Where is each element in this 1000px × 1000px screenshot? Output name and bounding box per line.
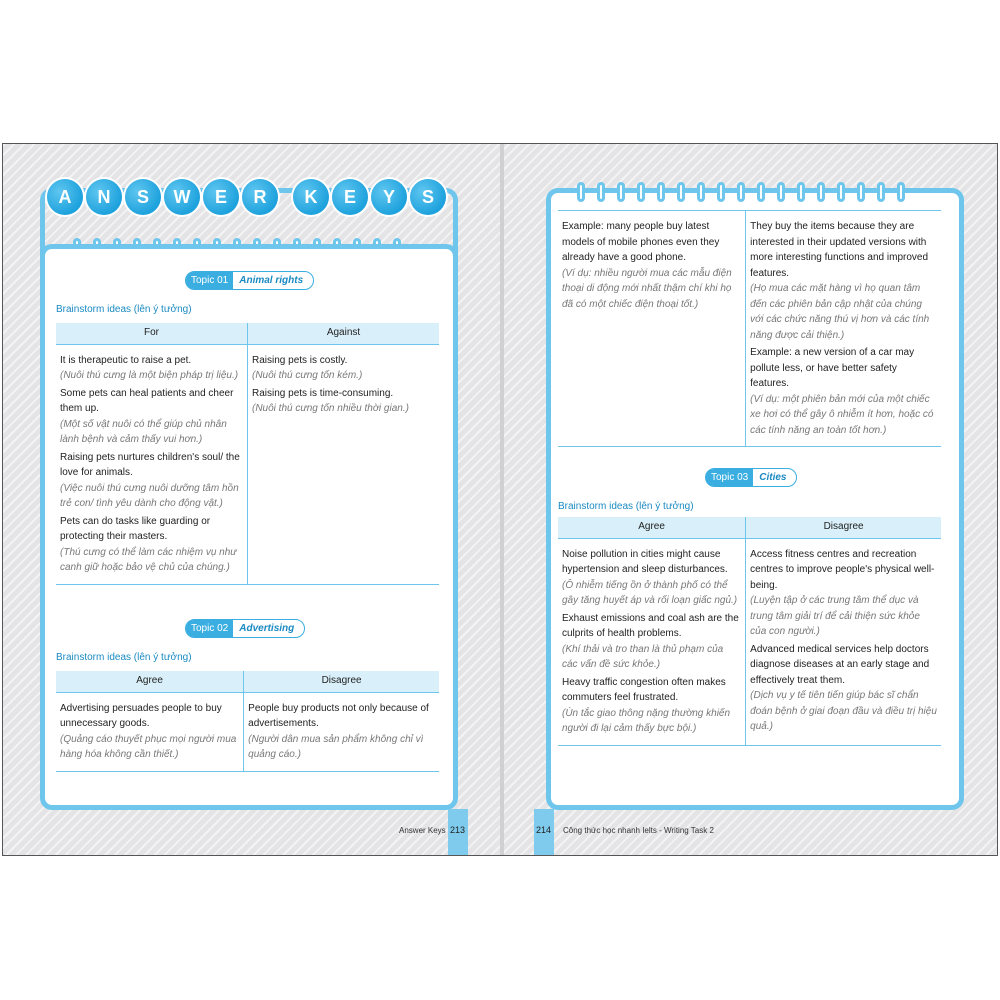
binder-ring (657, 182, 665, 202)
binder-ring (817, 182, 825, 202)
disagree-cell (244, 692, 439, 771)
binder-ring (717, 182, 725, 202)
title-letter: E (203, 179, 239, 215)
idea-en: Example: a new version of a car may pollute less, or have better safety features. (750, 347, 915, 389)
topic-01-table (56, 323, 439, 585)
idea-vi: (Ùn tắc giao thông nặng thường khiến người đi lại cảm thấy bực bội.) (562, 707, 731, 734)
idea-en: Some pets can heal patients and cheer them up. (60, 387, 234, 414)
col-header-disagree: Disagree (244, 671, 439, 692)
title-letter: S (125, 179, 161, 215)
idea-vi: (Ô nhiễm tiếng ồn ở thành phố có thể gây tăng huyết áp và rối loạn giấc ngủ.) (562, 579, 738, 606)
idea-vi: (Nuôi thú cưng tốn kém.) (252, 370, 363, 381)
topic-number: Topic 01 (186, 272, 233, 289)
binder-ring (777, 182, 785, 202)
left-page-number: 213 (450, 825, 466, 835)
book-spread (2, 143, 998, 856)
title-letter: K (293, 179, 329, 215)
binder-ring (677, 182, 685, 202)
binder-ring (757, 182, 765, 202)
binder-ring (637, 182, 645, 202)
topic-01-brainstorm-label: Brainstorm ideas (lên ý tưởng) (56, 304, 192, 315)
col-header-agree: Agree (558, 517, 746, 538)
right-page-number: 214 (536, 825, 552, 835)
binder-ring (597, 182, 605, 202)
idea-en: Advanced medical services help doctors diagnose diseases at an early stage and effectively treat them. (750, 643, 930, 686)
agree-cell (56, 692, 244, 771)
idea-en: Access fitness centres and recreation centres to improve people's physical well-being. (750, 548, 935, 591)
topic-03-table (558, 517, 941, 746)
binder-ring (857, 182, 865, 202)
idea-vi: (Họ mua các mặt hàng vì họ quan tâm đến các phiên bản cập nhật của chúng với các chức năng thú vị hơn và các tính năng được cải thiện.) (750, 283, 930, 341)
idea-en: Advertising persuades people to buy unnecessary goods. (60, 702, 222, 729)
title-letter: Y (371, 179, 407, 215)
binder-ring (797, 182, 805, 202)
idea-vi: (Người dân mua sản phẩm không chỉ vì quảng cáo.) (248, 733, 424, 760)
title-letter: S (410, 179, 446, 215)
idea-en: It is therapeutic to raise a pet. (60, 354, 192, 366)
disagree-cell (746, 538, 941, 745)
topic-02-brainstorm-label: Brainstorm ideas (lên ý tưởng) (56, 652, 192, 663)
idea-en: Exhaust emissions and coal ash are the culprits of health problems. (562, 612, 739, 639)
agree-cell (558, 538, 746, 745)
topic-01-tag (185, 271, 314, 290)
binder-ring (837, 182, 845, 202)
topic-number: Topic 03 (706, 469, 753, 486)
col-header-for: For (56, 323, 248, 344)
idea-en: Raising pets nurtures children's soul/ the love for animals. (60, 451, 240, 478)
topic-03-brainstorm-label: Brainstorm ideas (lên ý tưởng) (558, 501, 694, 512)
topic-name: Advertising (239, 622, 295, 634)
title-letter: R (242, 179, 278, 215)
idea-en: Raising pets is time-consuming. (252, 387, 394, 399)
for-cell (56, 344, 248, 584)
idea-vi: (Việc nuôi thú cưng nuôi dưỡng tâm hồn trẻ con/ tình yêu dành cho động vật.) (60, 482, 239, 509)
idea-vi: (Nuôi thú cưng tốn nhiều thời gian.) (252, 403, 409, 414)
binder-ring (577, 182, 585, 202)
idea-vi: (Ví dụ: một phiên bản mới của một chiếc xe hơi có thể gây ô nhiễm ít hơn, hoặc có các tính năng an toàn tốt hơn.) (750, 393, 934, 436)
right-footer-label: Công thức học nhanh Ielts - Writing Task 2 (563, 826, 714, 835)
idea-vi: (Luyện tập ở các trung tâm thể dục và trung tâm giải trí để cải thiện sức khỏe của con người.) (750, 595, 920, 637)
disagree-cell (746, 211, 941, 447)
binder-ring (877, 182, 885, 202)
against-cell (248, 344, 440, 584)
binder-ring (617, 182, 625, 202)
idea-vi: (Quảng cáo thuyết phục mọi người mua hàng hóa không cần thiết.) (60, 733, 237, 760)
right-binder-rings (577, 182, 905, 202)
topic-number: Topic 02 (186, 620, 233, 637)
topic-name: Cities (759, 471, 787, 483)
topic-02-tag (185, 619, 305, 638)
idea-vi: (Dịch vụ y tế tiên tiến giúp bác sĩ chẩn đoán bệnh ở giai đoạn đầu và điều trị hiệu quả.) (750, 690, 937, 732)
idea-en: Noise pollution in cities might cause hypertension and sleep disturbances. (562, 548, 728, 575)
binder-ring (897, 182, 905, 202)
title-letter: A (47, 179, 83, 215)
left-footer-label: Answer Keys (399, 826, 446, 835)
topic-name: Animal rights (239, 274, 304, 286)
title-letter: N (86, 179, 122, 215)
answer-keys-title (47, 179, 446, 215)
book-gutter (500, 144, 504, 855)
idea-vi: (Một số vật nuôi có thể giúp chủ nhân lành bệnh và cảm thấy vui hơn.) (60, 418, 227, 445)
idea-en: They buy the items because they are interested in their updated versions with more interesting functions and improved features. (750, 221, 929, 279)
col-header-disagree: Disagree (746, 517, 941, 538)
title-letter: E (332, 179, 368, 215)
idea-vi: (Thú cưng có thể làm các nhiệm vụ như canh giữ hoặc bảo vệ chủ của chúng.) (60, 546, 237, 573)
col-header-agree: Agree (56, 671, 244, 692)
idea-en: People buy products not only because of advertisements. (248, 702, 429, 729)
idea-vi: (Nuôi thú cưng là một biện pháp trị liệu.) (60, 370, 239, 381)
binder-ring (737, 182, 745, 202)
topic-02-table (56, 671, 439, 772)
idea-en: Raising pets is costly. (252, 354, 348, 366)
idea-vi: (Khí thải và tro than là thủ phạm của các vấn đề sức khỏe.) (562, 643, 724, 670)
idea-en: Pets can do tasks like guarding or protecting their masters. (60, 515, 211, 542)
title-letter: W (164, 179, 200, 215)
advertising-continued-table (558, 210, 941, 447)
col-header-against: Against (248, 323, 440, 344)
topic-03-tag (705, 468, 797, 487)
idea-vi: (Ví dụ: nhiều người mua các mẫu điện thoại di động mới nhất thậm chí khi họ đã có một chiếc điện thoại tốt.) (562, 267, 732, 310)
agree-cell (558, 211, 746, 447)
binder-ring (697, 182, 705, 202)
idea-en: Heavy traffic congestion often makes commuters feel frustrated. (562, 676, 726, 703)
idea-en: Example: many people buy latest models of mobile phones even they already have a good phone. (562, 221, 720, 263)
